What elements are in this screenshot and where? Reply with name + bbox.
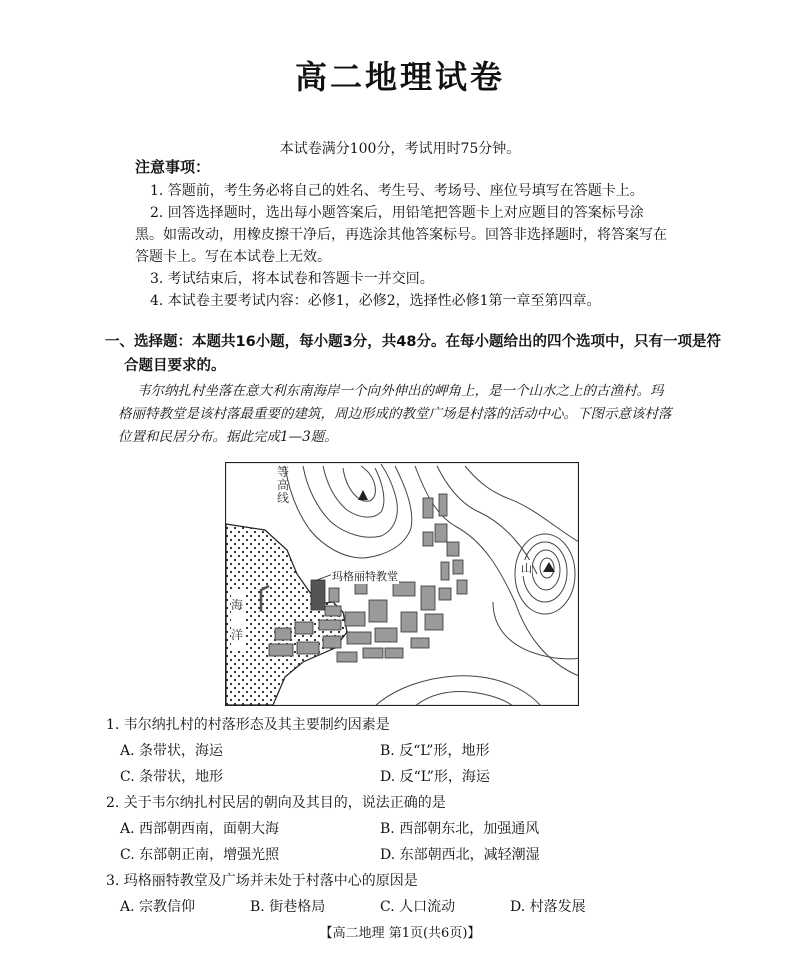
option[interactable]: A. 条带状，海运 — [120, 743, 224, 759]
peak-label: 山 — [521, 562, 532, 575]
notice-item: 黑。如需改动，用橡皮擦干净后，再选涂其他答案标号。回答非选择题时，将答案写在 — [135, 227, 667, 243]
option[interactable]: D. 东部朝西北，减轻潮湿 — [380, 847, 540, 863]
sea-label: 海 洋 — [231, 590, 245, 650]
question-stem: 1. 韦尔纳扎村的村落形态及其主要制约因素是 — [106, 717, 390, 733]
option[interactable]: A. 西部朝西南，面朝大海 — [120, 821, 280, 837]
option[interactable]: D. 村落发展 — [510, 899, 586, 915]
church-label: 玛格丽特教堂 — [332, 570, 398, 583]
question-stem: 2. 关于韦尔纳扎村民居的朝向及其目的，说法正确的是 — [106, 795, 446, 811]
notice-item: 4. 本试卷主要考试内容：必修1，必修2，选择性必修1第一章至第四章。 — [150, 293, 601, 309]
notice-item: 答题卡上。写在本试卷上无效。 — [135, 249, 331, 265]
option[interactable]: B. 反“L”形，地形 — [380, 743, 490, 759]
intro-line: 韦尔纳扎村坐落在意大利东南海岸一个向外伸出的岬角上，是一个山水之上的古渔村。玛 — [137, 383, 664, 399]
notice-heading: 注意事项： — [135, 158, 211, 176]
section-header-cont: 合题目要求的。 — [124, 358, 226, 374]
contour-label: 等 高 线 — [277, 465, 290, 505]
village-map — [225, 462, 579, 706]
exam-title: 高二地理试卷 — [294, 58, 505, 96]
page-footer: 【高二地理 第1页(共6页)】 — [319, 926, 481, 941]
option[interactable]: C. 条带状，地形 — [120, 769, 224, 785]
option[interactable]: A. 宗教信仰 — [120, 899, 196, 915]
exam-subtitle: 本试卷满分100分，考试用时75分钟。 — [279, 141, 521, 157]
intro-line: 格丽特教堂是该村落最重要的建筑，周边形成的教堂广场是村落的活动中心。下图示意该村落 — [118, 406, 672, 422]
question-stem: 3. 玛格丽特教堂及广场并未处于村落中心的原因是 — [106, 873, 418, 889]
option[interactable]: D. 反“L”形，海运 — [380, 769, 490, 785]
option[interactable]: B. 西部朝东北，加强通风 — [380, 821, 540, 837]
option[interactable]: B. 街巷格局 — [250, 899, 326, 915]
church-building — [311, 580, 325, 610]
section-header: 一、选择题：本题共16小题，每小题3分，共48分。在每小题给出的四个选项中，只有一项是符 — [105, 334, 721, 350]
intro-line: 位置和民居分布。据此完成1—3题。 — [118, 429, 338, 445]
option[interactable]: C. 东部朝正南，增强光照 — [120, 847, 280, 863]
notice-item: 3. 考试结束后，将本试卷和答题卡一并交回。 — [150, 271, 434, 287]
notice-item: 2. 回答选择题时，选出每小题答案后，用铅笔把答题卡上对应题目的答案标号涂 — [150, 205, 644, 221]
option[interactable]: C. 人口流动 — [380, 899, 456, 915]
notice-item: 1. 答题前，考生务必将自己的姓名、考生号、考场号、座位号填写在答题卡上。 — [150, 183, 644, 199]
